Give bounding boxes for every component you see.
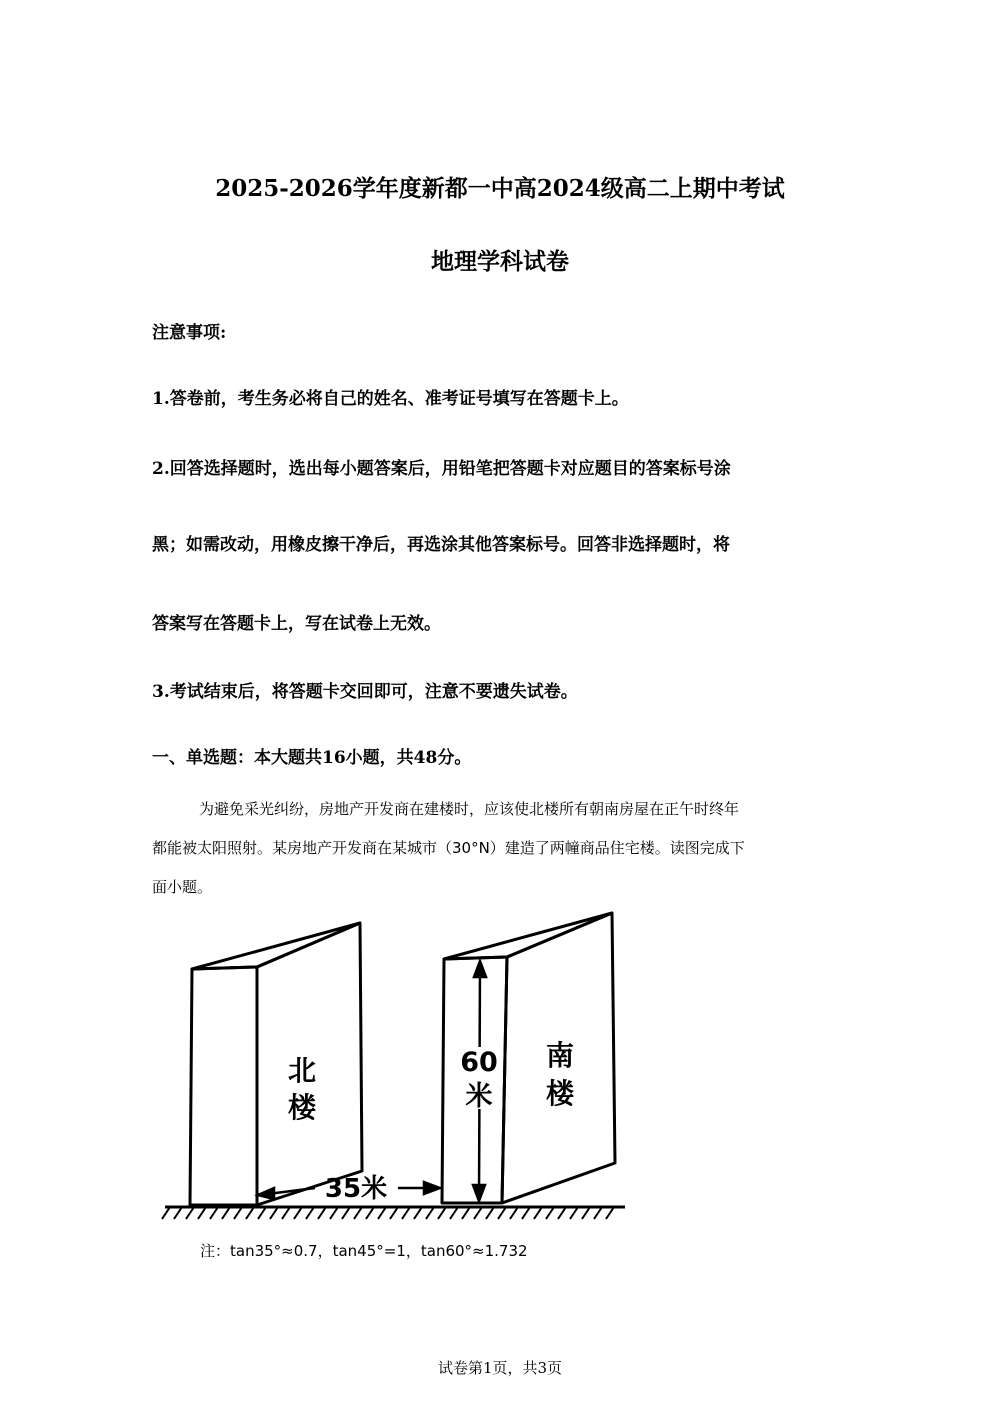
section-heading: 一、单选题：本大题共16小题，共48分。 (152, 748, 472, 768)
notice-item-2-line-1: 2.回答选择题时，选出每小题答案后，用铅笔把答题卡对应题目的答案标号涂 (152, 459, 731, 479)
notice-item-2-line-2: 黑；如需改动，用橡皮擦干净后，再选涂其他答案标号。回答非选择题时，将 (152, 535, 730, 555)
height-label-value: 60 (460, 1047, 498, 1078)
south-building-label-1: 南 (545, 1039, 575, 1072)
buildings-figure (160, 905, 630, 1225)
height-label-unit: 米 (465, 1081, 493, 1112)
south-building-label-2: 楼 (545, 1077, 575, 1110)
notice-item-1: 1.答卷前，考生务必将自己的姓名、准考证号填写在答题卡上。 (152, 389, 629, 409)
exam-subject-title: 地理学科试卷 (431, 248, 569, 275)
notice-item-3: 3.考试结束后，将答题卡交回即可，注意不要遗失试卷。 (152, 682, 578, 702)
question-stem-line-1: 为避免采光纠纷，房地产开发商在建楼时，应该使北楼所有朝南房屋在正午时终年 (199, 800, 740, 818)
north-building-label-2: 楼 (287, 1091, 317, 1124)
notice-heading: 注意事项: (152, 323, 227, 343)
figure-note: 注：tan35°≈0.7，tan45°=1，tan60°≈1.732 (200, 1242, 528, 1260)
question-stem-line-2: 都能被太阳照射。某房地产开发商在某城市（30°N）建造了两幢商品住宅楼。读图完成下 (152, 839, 745, 857)
north-building-label-1: 北 (287, 1054, 317, 1087)
north-building (190, 923, 362, 1205)
page-footer: 试卷第1页，共3页 (437, 1359, 563, 1377)
notice-item-2-line-3: 答案写在答题卡上，写在试卷上无效。 (152, 614, 441, 634)
exam-title: 2025-2026学年度新都一中高2024级高二上期中考试 (215, 175, 785, 202)
distance-label: 35米 (324, 1174, 388, 1204)
ground-line (162, 1207, 625, 1219)
question-stem-line-3: 面小题。 (152, 878, 213, 896)
